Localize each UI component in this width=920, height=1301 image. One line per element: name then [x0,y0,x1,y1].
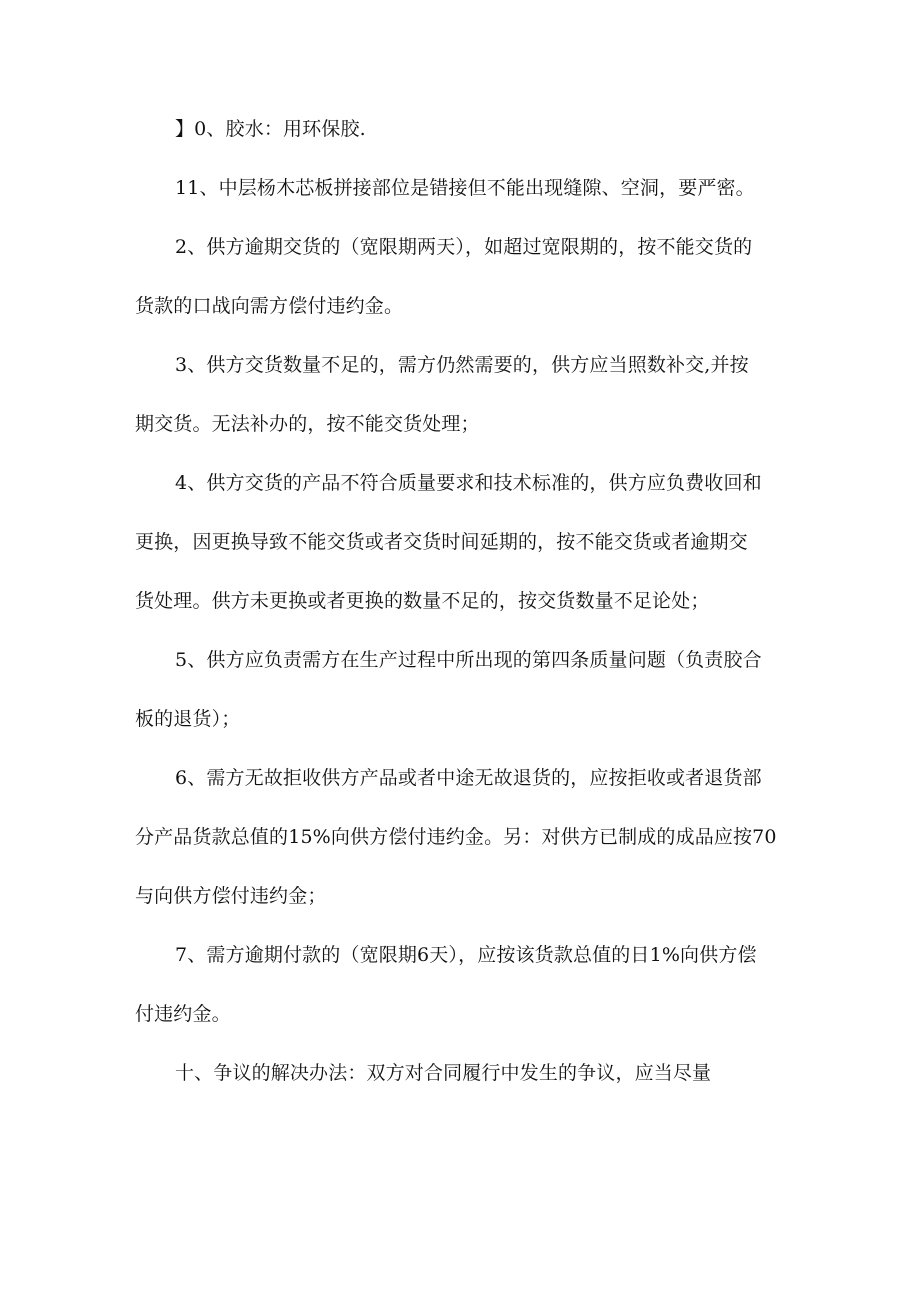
paragraph-line: 】0、胶水：用环保胶. [175,118,366,140]
paragraph-line: 货处理。供方未更换或者更换的数量不足的，按交货数量不足论处； [135,590,710,612]
paragraph-line: 3、供方交货数量不足的，需方仍然需要的，供方应当照数补交,并按 [175,354,749,376]
paragraph-quality-responsibility [135,640,785,739]
paragraph-line: 板的退货）； [135,708,241,730]
paragraph-line: 11、中层杨木芯板拼接部位是错接但不能出现缝隙、空洞，要严密。 [175,177,755,199]
paragraph-late-payment [135,935,785,1034]
paragraph-late-delivery [135,227,785,326]
paragraph-rejection-penalty [135,758,785,916]
paragraph-line: 2、供方逾期交货的（宽限期两天），如超过宽限期的，按不能交货的 [175,236,753,258]
paragraph-line: 十、争议的解决办法：双方对合同履行中发生的争议，应当尽量 [175,1062,712,1084]
paragraph-short-quantity [135,345,785,444]
paragraph-line: 4、供方交货的产品不符合质量要求和技术标准的，供方应负费收回和 [175,472,762,494]
paragraph-core-board [135,168,785,208]
paragraph-line: 付违约金。 [135,1003,231,1025]
paragraph-line: 5、供方应负责需方在生产过程中所出现的第四条质量问题（负责胶合 [175,649,762,671]
paragraph-dispute-resolution [135,1053,785,1093]
paragraph-line: 更换，因更换导致不能交货或者交货时间延期的，按不能交货或者逾期交 [135,531,748,553]
paragraph-line: 分产品货款总值的15%向供方偿付违约金。另：对供方已制成的成品应按70 [135,826,777,848]
paragraph-quality-nonconformance [135,463,785,621]
paragraph-line: 7、需方逾期付款的（宽限期6天），应按该货款总值的日1%向供方偿 [175,944,757,966]
paragraph-line: 货款的口战向需方偿付违约金。 [135,295,404,317]
paragraph-line: 期交货。无法补办的，按不能交货处理； [135,413,480,435]
paragraph-line: 6、需方无故拒收供方产品或者中途无故退货的，应按拒收或者退货部 [175,767,762,789]
paragraph-line: 与向供方偿付违约金； [135,885,327,907]
document-body [135,109,785,1093]
paragraph-glue [135,109,785,149]
